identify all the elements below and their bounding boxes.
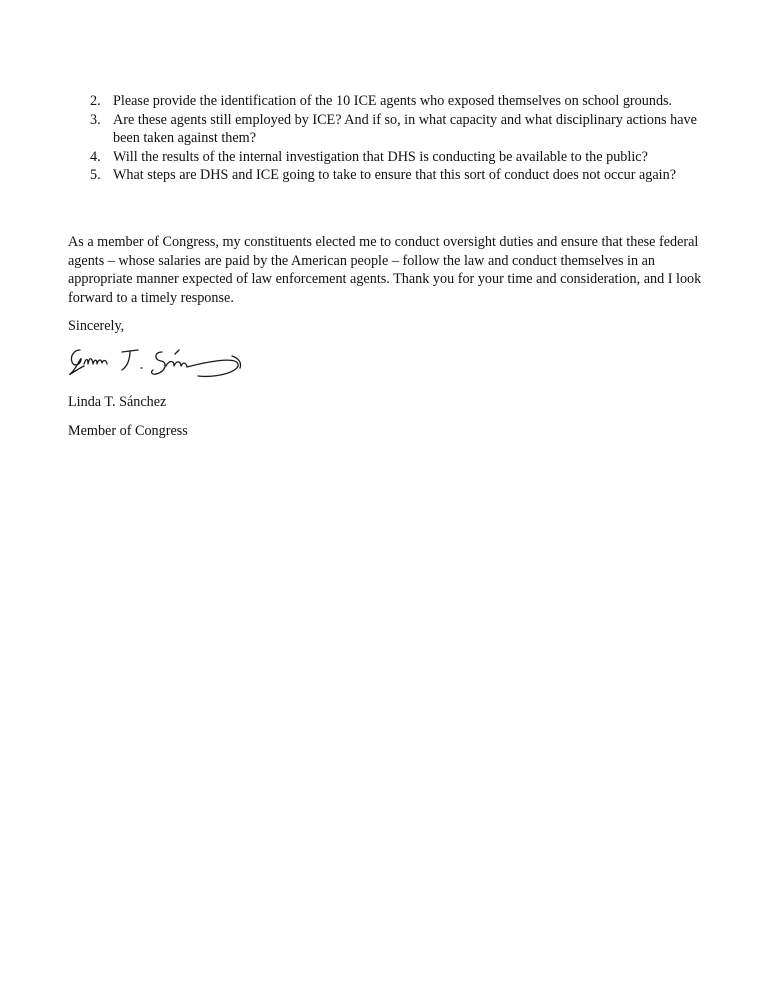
list-item-number: 4. bbox=[90, 148, 101, 165]
list-item bbox=[68, 111, 708, 148]
list-item bbox=[68, 148, 708, 167]
list-item-text: Will the results of the internal investigation that DHS is conducting be available to the public? bbox=[113, 148, 648, 165]
closing-salutation: Sincerely, bbox=[68, 318, 125, 334]
list-item-number: 3. bbox=[90, 111, 101, 128]
handwritten-signature bbox=[66, 340, 251, 384]
list-item bbox=[68, 92, 708, 111]
signer-title: Member of Congress bbox=[68, 423, 188, 439]
list-item-text: Are these agents still employed by ICE? And if so, in what capacity and what disciplinary actions have been taken against them? bbox=[113, 111, 697, 147]
signer-name: Linda T. Sánchez bbox=[68, 394, 167, 410]
list-item-number: 5. bbox=[90, 167, 101, 184]
list-item-text: What steps are DHS and ICE going to take to ensure that this sort of conduct does not occur again? bbox=[113, 167, 677, 184]
list-item-number: 2. bbox=[90, 93, 101, 109]
list-item-text: Please provide the identification of the 10 ICE agents who exposed themselves on school grounds. bbox=[113, 93, 673, 109]
list-item bbox=[68, 166, 708, 185]
body-paragraph: As a member of Congress, my constituents elected me to conduct oversight duties and ensure that these federal agents – whose salaries are paid by the American people – follow the law and conduct themselves in an appropriate manner expected of law enforcement agents. Thank you for your time and consideration, and I look forward to a timely response. bbox=[68, 234, 702, 306]
question-list bbox=[68, 92, 708, 185]
